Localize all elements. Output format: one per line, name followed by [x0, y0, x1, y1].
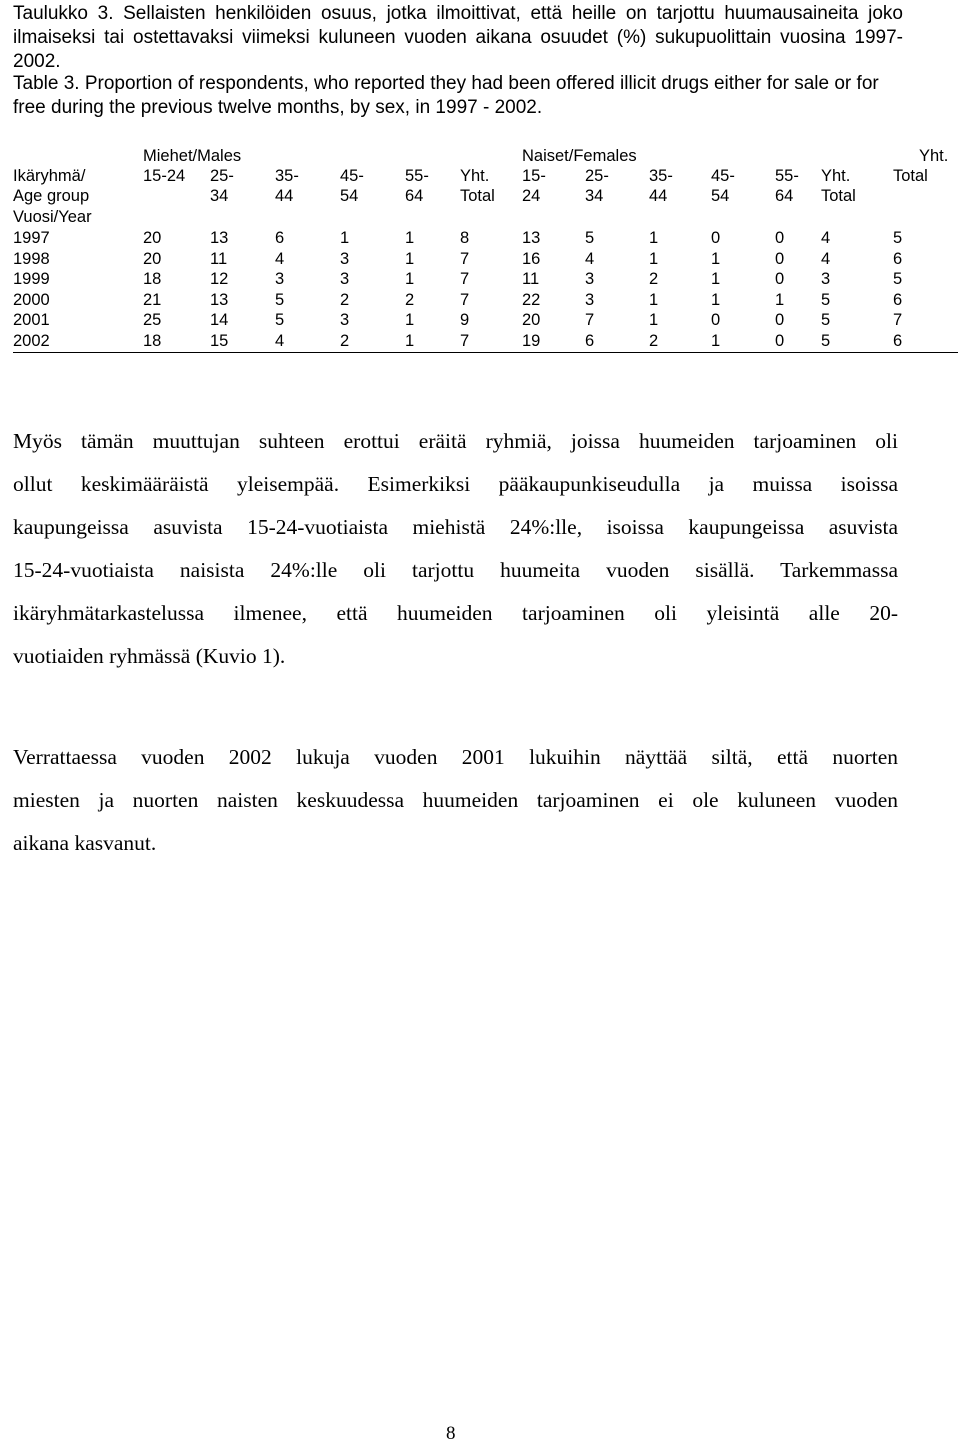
- table-cell: 3: [275, 270, 285, 288]
- data-table: [13, 144, 958, 354]
- col-header-male: 45-: [340, 167, 364, 185]
- col-header-male: 15-24: [143, 167, 186, 185]
- col-header-total: Total: [893, 167, 928, 185]
- row-year: 2001: [13, 311, 50, 329]
- paragraph-line: ollut keskimääräistä yleisempää. Esimerkiksi pääkaupunkiseudulla ja muissa isoissa: [13, 472, 898, 496]
- table-cell: 0: [711, 229, 721, 247]
- col-header-female: 35-: [649, 167, 673, 185]
- table-cell: 1: [649, 311, 659, 329]
- table-cell: 7: [460, 249, 470, 268]
- table-cell: 4: [821, 229, 831, 247]
- col-header-male: 55-: [405, 167, 429, 185]
- page-number: 8: [446, 1423, 456, 1444]
- table-cell: 5: [893, 229, 903, 247]
- col-header-female: 45-: [711, 167, 735, 185]
- table-cell: 3: [585, 270, 595, 288]
- table-cell: 2: [405, 290, 415, 309]
- group-header-males: Miehet/Males: [143, 147, 242, 165]
- table-cell: 4: [275, 331, 285, 350]
- table-cell: 5: [821, 311, 831, 329]
- table-cell: 18: [143, 331, 162, 350]
- table-cell: 1: [649, 229, 659, 247]
- col-header-male: 25-: [210, 167, 234, 185]
- table-cell: 3: [340, 311, 350, 329]
- table-cell: 1: [711, 270, 721, 288]
- table-cell: 21: [143, 290, 162, 309]
- table-cell: 2: [340, 331, 350, 350]
- col-header-male: Total: [460, 187, 495, 205]
- table-cell: 1: [711, 249, 721, 268]
- col-header-female: 44: [649, 187, 668, 205]
- col-header-female: 15-: [522, 167, 546, 185]
- col-header-male: 54: [340, 187, 359, 205]
- paragraph-line: Verrattaessa vuoden 2002 lukuja vuoden 2001 lukuihin näyttää siltä, että nuorten: [13, 745, 898, 769]
- group-header-females: Naiset/Females: [522, 147, 637, 165]
- table-cell: 4: [821, 249, 831, 268]
- table-cell: 11: [210, 249, 228, 268]
- table-cell: 18: [143, 270, 162, 288]
- paragraph-line: ikäryhmätarkastelussa ilmenee, että huumeiden tarjoaminen oli yleisintä alle 20-: [13, 601, 898, 625]
- table-cell: 6: [275, 229, 285, 247]
- table-cell: 12: [210, 270, 229, 288]
- table-cell: 9: [460, 311, 470, 329]
- col-header-female: 54: [711, 187, 730, 205]
- table-cell: 1: [649, 249, 659, 268]
- table-cell: 6: [585, 331, 595, 350]
- col-header-male: 34: [210, 187, 229, 205]
- row-year: 2002: [13, 331, 50, 350]
- table-cell: 0: [711, 311, 721, 329]
- table-cell: 0: [775, 270, 785, 288]
- table-cell: 13: [210, 290, 229, 309]
- table-cell: 14: [210, 311, 229, 329]
- row-year: 2000: [13, 290, 50, 309]
- table-cell: 6: [893, 249, 903, 268]
- table-cell: 2: [649, 270, 659, 288]
- row-year: 1998: [13, 249, 50, 268]
- paragraph-line: aikana kasvanut.: [13, 831, 157, 855]
- table-cell: 0: [775, 311, 785, 329]
- table-cell: 8: [460, 229, 470, 247]
- row-label-agegroup-fi: Ikäryhmä/: [13, 167, 86, 185]
- col-header-female: 34: [585, 187, 604, 205]
- table-caption-english: Table 3. Proportion of respondents, who reported they had been offered illicit drugs either for sale or for free during the previous twelve months, by sex, in 1997 - 2002.: [13, 73, 879, 118]
- table-cell: 1: [405, 331, 415, 350]
- table-cell: 3: [821, 270, 831, 288]
- table-cell: 5: [821, 331, 831, 350]
- table-cell: 7: [460, 290, 470, 309]
- body-paragraph-2: [13, 736, 898, 865]
- body-paragraph-1: [13, 420, 898, 678]
- table-cell: 1: [405, 249, 415, 268]
- table-cell: 1: [649, 290, 659, 309]
- table-cell: 5: [893, 270, 903, 288]
- table-cell: 2: [340, 290, 350, 309]
- table-cell: 7: [460, 331, 470, 350]
- col-header-female: 25-: [585, 167, 609, 185]
- table-cell: 7: [585, 311, 595, 329]
- table-cell: 1: [711, 331, 721, 350]
- table-cell: 7: [460, 270, 470, 288]
- table-cell: 1: [775, 290, 785, 309]
- table-cell: 3: [585, 290, 595, 309]
- table-cell: 5: [821, 290, 831, 309]
- col-header-male: 44: [275, 187, 294, 205]
- table-cell: 1: [405, 311, 415, 329]
- table-cell: 0: [775, 331, 785, 350]
- col-header-female: 55-: [775, 167, 799, 185]
- table-cell: 20: [522, 311, 541, 329]
- table-cell: 5: [275, 311, 285, 329]
- col-header-female: 64: [775, 187, 794, 205]
- paragraph-line: miesten ja nuorten naisten keskuudessa huumeiden tarjoaminen ei ole kuluneen vuoden: [13, 788, 898, 812]
- row-year: 1997: [13, 229, 50, 247]
- row-year: 1999: [13, 270, 50, 288]
- table-cell: 22: [522, 290, 541, 309]
- table-cell: 25: [143, 311, 162, 329]
- table-cell: 1: [405, 229, 415, 247]
- table-cell: 3: [340, 249, 350, 268]
- table-cell: 20: [143, 249, 162, 268]
- table-cell: 0: [775, 249, 785, 268]
- group-header-total: Yht.: [919, 147, 949, 165]
- table-cell: 1: [340, 229, 350, 247]
- col-header-female: Yht.: [821, 167, 851, 185]
- table-cell: 19: [522, 331, 541, 350]
- table-cell: 1: [405, 270, 415, 288]
- paragraph-line: Myös tämän muuttujan suhteen erottui eräitä ryhmiä, joissa huumeiden tarjoaminen oli: [13, 429, 898, 453]
- table-cell: 5: [275, 290, 285, 309]
- table-cell: 1: [711, 290, 721, 309]
- col-header-male: 35-: [275, 167, 299, 185]
- col-header-male: Yht.: [460, 167, 490, 185]
- table-cell: 11: [522, 270, 540, 288]
- col-header-female: 24: [522, 187, 541, 205]
- col-header-female: Total: [821, 187, 856, 205]
- row-label-year: Vuosi/Year: [13, 208, 92, 226]
- table-cell: 13: [522, 229, 541, 247]
- table-cell: 15: [210, 331, 229, 350]
- paragraph-line: kaupungeissa asuvista 15-24-vuotiaista miehistä 24%:lle, isoissa kaupungeissa asuvista: [13, 515, 898, 539]
- table-cell: 7: [893, 311, 903, 329]
- col-header-male: 64: [405, 187, 424, 205]
- table-cell: 20: [143, 229, 162, 247]
- row-label-agegroup-en: Age group: [13, 187, 90, 205]
- table-cell: 4: [585, 249, 595, 268]
- paragraph-line: vuotiaiden ryhmässä (Kuvio 1).: [13, 644, 286, 668]
- table-cell: 5: [585, 229, 595, 247]
- table-cell: 6: [893, 290, 903, 309]
- table-cell: 4: [275, 249, 285, 268]
- table-caption-finnish: Taulukko 3. Sellaisten henkilöiden osuus, jotka ilmoittivat, että heille on tarjottu huumausaineita joko ilmaiseksi tai ostettavaksi viimeksi kuluneen vuoden aikana osuudet (%) sukupuolittain vuosina 1997-2002.: [13, 3, 903, 72]
- table-cell: 0: [775, 229, 785, 247]
- table-cell: 16: [522, 249, 541, 268]
- table-cell: 3: [340, 270, 350, 288]
- table-bottom-rule: [13, 352, 958, 353]
- table-cell: 6: [893, 331, 903, 350]
- paragraph-line: 15-24-vuotiaista naisista 24%:lle oli tarjottu huumeita vuoden sisällä. Tarkemmassa: [13, 558, 898, 582]
- table-cell: 13: [210, 229, 229, 247]
- table-cell: 2: [649, 331, 659, 350]
